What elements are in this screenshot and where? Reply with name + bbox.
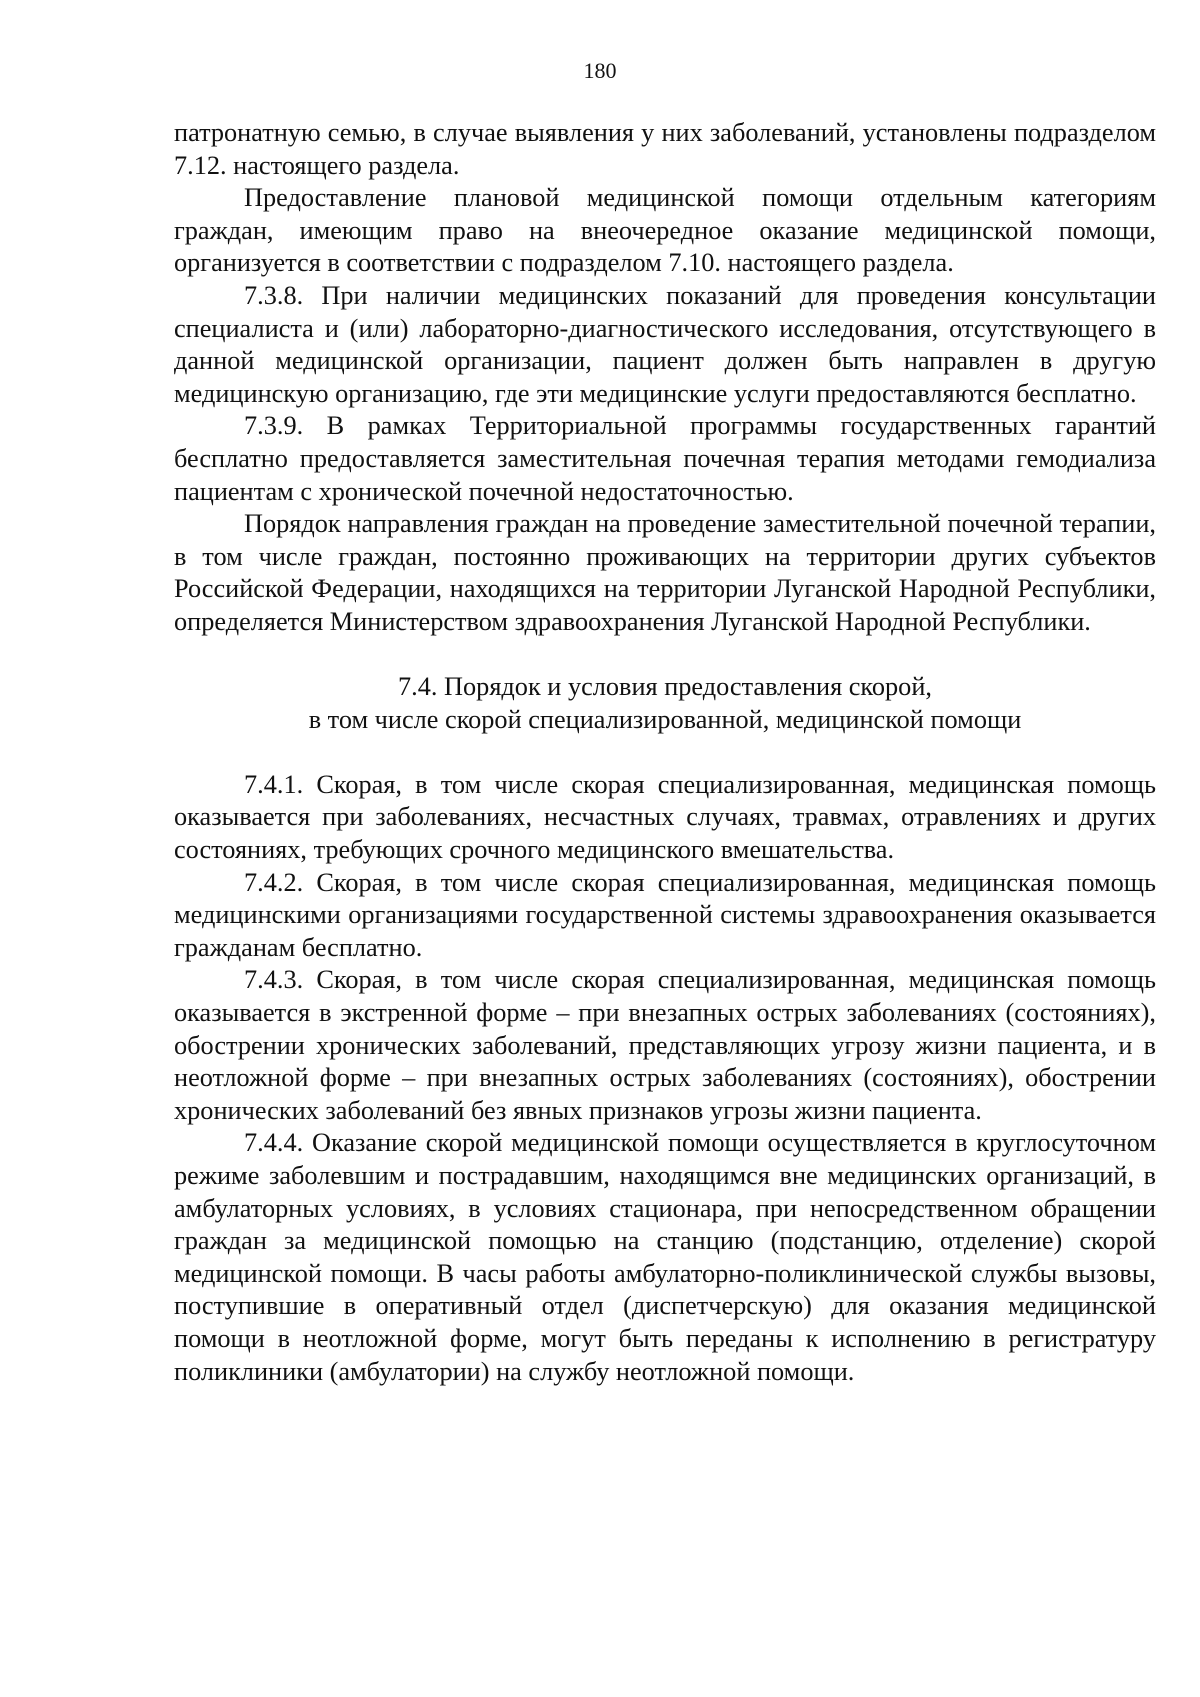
section-heading	[174, 671, 1156, 736]
paragraph: 7.4.1. Скорая, в том числе скорая специализированная, медицинская помощь оказывается при заболеваниях, несчастных случаях, травмах, отравлениях и других состояниях, требующих срочного медицинского вмешательства.	[174, 769, 1156, 865]
paragraph: Порядок направления граждан на проведение заместительной почечной терапии, в том числе граждан, постоянно проживающих на территории других субъектов Российской Федерации, находящихся на территории Луганской Народной Республики, определяется Министерством здравоохранения Луганской Народной Республики.	[174, 509, 1156, 636]
document-body	[174, 117, 1156, 1388]
section-heading-line: в том числе скорой специализированной, медицинской помощи	[308, 704, 1022, 734]
paragraph: 7.4.2. Скорая, в том числе скорая специализированная, медицинская помощь медицинскими организациями государственной системы здравоохранения оказывается гражданам бесплатно.	[174, 867, 1156, 962]
page-number: 180	[583, 58, 617, 83]
section-heading-line: 7.4. Порядок и условия предоставления скорой,	[398, 672, 932, 702]
paragraph: 7.4.3. Скорая, в том числе скорая специализированная, медицинская помощь оказывается в экстренной форме – при внезапных острых заболеваниях (состояниях), обострении хронических заболеваний, представляющих угрозу жизни пациента, и в неотложной форме – при внезапных острых заболеваниях (состояниях), обострении хронических заболеваний без явных признаков угрозы жизни пациента.	[174, 965, 1156, 1125]
paragraph: Предоставление плановой медицинской помощи отдельным категориям граждан, имеющим право на внеочередное оказание медицинской помощи, организуется в соответствии с подразделом 7.10. настоящего раздела.	[174, 183, 1156, 278]
paragraph: 7.3.9. В рамках Территориальной программы государственных гарантий бесплатно предоставляется заместительная почечная терапия методами гемодиализа пациентам с хронической почечной недостаточностью.	[174, 411, 1156, 506]
paragraph: 7.4.4. Оказание скорой медицинской помощи осуществляется в круглосуточном режиме заболевшим и пострадавшим, находящимся вне медицинских организаций, в амбулаторных условиях, в условиях стационара, при непосредственном обращении граждан за медицинской помощью на станцию (подстанцию, отделение) скорой медицинской помощи. В часы работы амбулаторно-поликлинической службы вызовы, поступившие в оперативный отдел (диспетчерскую) для оказания медицинской помощи в неотложной форме, могут быть переданы к исполнению в регистратуру поликлиники (амбулатории) на службу неотложной помощи.	[174, 1128, 1156, 1386]
paragraph: патронатную семью, в случае выявления у них заболеваний, установлены подразделом 7.12. настоящего раздела.	[174, 118, 1156, 180]
paragraph: 7.3.8. При наличии медицинских показаний для проведения консультации специалиста и (или) лабораторно-диагностического исследования, отсутствующего в данной медицинской организации, пациент должен быть направлен в другую медицинскую организацию, где эти медицинские услуги предоставляются бесплатно.	[174, 280, 1156, 408]
